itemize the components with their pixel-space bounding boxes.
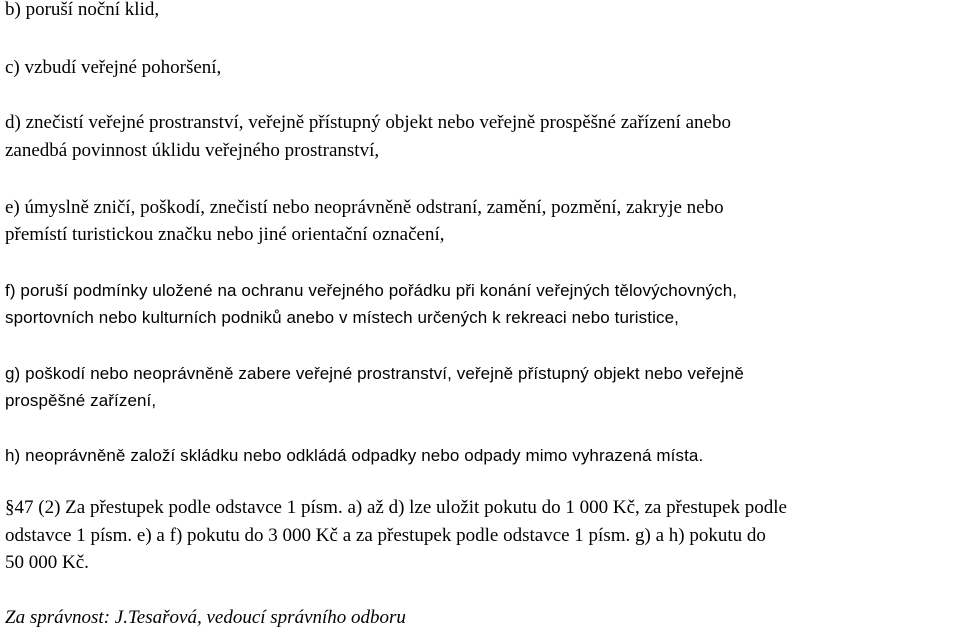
- item-b-line-1: b) poruší noční klid,: [5, 0, 160, 20]
- section-47-line-1: §47 (2) Za přestupek podle odstavce 1 písm. a) až d) lze uložit pokutu do 1 000 Kč, za přestupek podle: [5, 497, 787, 518]
- item-f-line-2: sportovních nebo kulturních podniků anebo v místech určených k rekreaci nebo turistice,: [5, 308, 679, 327]
- item-d-line-2: zanedbá povinnost úklidu veřejného prostranství,: [5, 140, 380, 161]
- item-h-line-1: h) neoprávněně založí skládku nebo odkládá odpadky nebo odpady mimo vyhrazená místa.: [5, 446, 704, 465]
- item-g-line-2: prospěšné zařízení,: [5, 391, 157, 410]
- item-c-line-1: c) vzbudí veřejné pohoršení,: [5, 57, 222, 78]
- item-g-line-1: g) poškodí nebo neoprávněně zabere veřejné prostranství, veřejně přístupný objekt nebo veřejně: [5, 364, 744, 383]
- signature-line: Za správnost: J.Tesařová, vedoucí správního odboru: [5, 607, 406, 628]
- section-47-line-3: 50 000 Kč.: [5, 552, 89, 573]
- item-d-line-1: d) znečistí veřejné prostranství, veřejně přístupný objekt nebo veřejně prospěšné zařízení anebo: [5, 112, 731, 133]
- section-47-line-2: odstavce 1 písm. e) a f) pokutu do 3 000 Kč a za přestupek podle odstavce 1 písm. g) a h) pokutu do: [5, 525, 766, 546]
- item-e-line-2: přemístí turistickou značku nebo jiné orientační označení,: [5, 224, 445, 245]
- item-e-line-1: e) úmyslně zničí, poškodí, znečistí nebo neoprávněně odstraní, zamění, pozmění, zakryje nebo: [5, 197, 724, 218]
- item-f-line-1: f) poruší podmínky uložené na ochranu veřejného pořádku při konání veřejných tělovýchovných,: [5, 281, 738, 300]
